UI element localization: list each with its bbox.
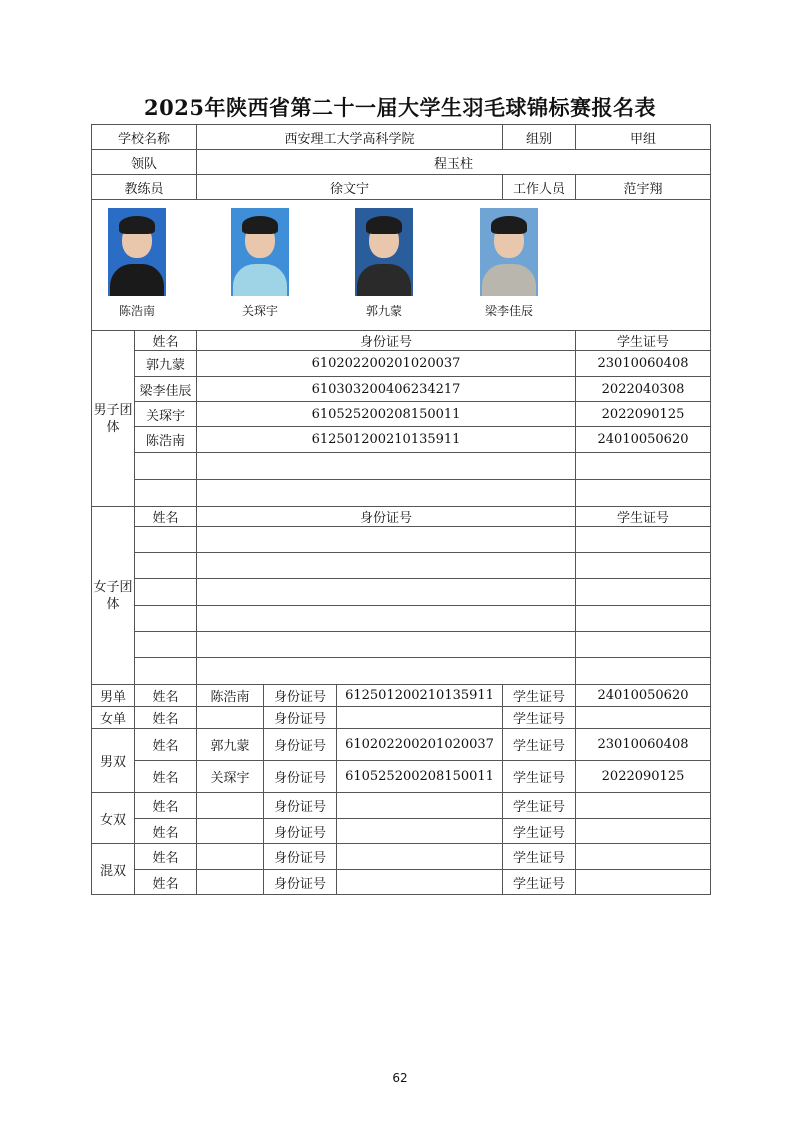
player-name xyxy=(135,553,197,579)
player-name xyxy=(135,527,197,553)
player-id xyxy=(197,527,576,553)
table-row xyxy=(92,527,711,553)
player-id: 610525200208150011 xyxy=(197,402,576,427)
mens-team-label: 男子团体 xyxy=(92,331,135,507)
player-student-id xyxy=(576,579,711,606)
player-student-id xyxy=(576,844,711,870)
table-row xyxy=(92,658,711,685)
womens-doubles-row xyxy=(92,819,711,844)
player-student-id: 24010050620 xyxy=(576,685,711,707)
player-student-id xyxy=(576,658,711,685)
player-id xyxy=(197,658,576,685)
player-student-id xyxy=(576,553,711,579)
player-name xyxy=(135,579,197,606)
table-row xyxy=(92,351,711,377)
player-name: 陈浩南 xyxy=(197,685,264,707)
player-id xyxy=(337,819,503,844)
mens-doubles-label: 男双 xyxy=(92,729,135,793)
name-label: 姓名 xyxy=(135,729,197,761)
table-row xyxy=(92,606,711,632)
table-row xyxy=(92,427,711,453)
school-row xyxy=(92,125,711,150)
player-photo-card xyxy=(464,208,554,319)
name-label: 姓名 xyxy=(135,844,197,870)
mixed-doubles-row xyxy=(92,870,711,895)
staff-label: 工作人员 xyxy=(503,175,576,200)
page-title: 2025年陕西省第二十一届大学生羽毛球锦标赛报名表 xyxy=(144,95,656,120)
table-row xyxy=(92,377,711,402)
player-student-id xyxy=(576,819,711,844)
column-id-header: 身份证号 xyxy=(197,331,576,351)
player-name: 郭九蒙 xyxy=(135,351,197,377)
player-student-id: 23010060408 xyxy=(576,351,711,377)
player-student-id xyxy=(576,480,711,507)
mens-doubles-row xyxy=(92,729,711,761)
player-id xyxy=(337,707,503,729)
id-label: 身份证号 xyxy=(264,793,337,819)
player-photo-name: 郭九蒙 xyxy=(365,304,402,318)
player-id: 610525200208150011 xyxy=(337,761,503,793)
student-id-label: 学生证号 xyxy=(503,870,576,895)
table-row xyxy=(92,579,711,606)
player-id xyxy=(197,480,576,507)
player-photo-card xyxy=(215,208,305,319)
student-id-label: 学生证号 xyxy=(503,707,576,729)
womens-team-label: 女子团体 xyxy=(92,507,135,685)
player-student-id: 2022090125 xyxy=(576,761,711,793)
table-row xyxy=(92,480,711,507)
name-label: 姓名 xyxy=(135,819,197,844)
player-id xyxy=(337,844,503,870)
photo-row xyxy=(92,200,711,331)
player-id xyxy=(197,453,576,480)
student-id-label: 学生证号 xyxy=(503,729,576,761)
player-student-id xyxy=(576,453,711,480)
photo-area xyxy=(92,200,711,331)
player-student-id xyxy=(576,632,711,658)
player-student-id: 2022090125 xyxy=(576,402,711,427)
id-label: 身份证号 xyxy=(264,729,337,761)
table-row xyxy=(92,453,711,480)
name-label: 姓名 xyxy=(135,685,197,707)
mixed-doubles-label: 混双 xyxy=(92,844,135,895)
player-student-id xyxy=(576,870,711,895)
student-id-label: 学生证号 xyxy=(503,819,576,844)
student-id-label: 学生证号 xyxy=(503,844,576,870)
player-student-id: 24010050620 xyxy=(576,427,711,453)
mens-team-header-row xyxy=(92,331,711,351)
player-id xyxy=(337,793,503,819)
name-label: 姓名 xyxy=(135,870,197,895)
player-photo xyxy=(480,208,538,296)
leader-value: 程玉柱 xyxy=(197,150,711,175)
player-id xyxy=(337,870,503,895)
player-id: 612501200210135911 xyxy=(197,427,576,453)
player-name xyxy=(197,707,264,729)
column-student-id-header: 学生证号 xyxy=(576,331,711,351)
player-name xyxy=(197,819,264,844)
player-name xyxy=(135,606,197,632)
name-label: 姓名 xyxy=(135,761,197,793)
womens-doubles-row xyxy=(92,793,711,819)
womens-team-header-row xyxy=(92,507,711,527)
player-name xyxy=(197,870,264,895)
name-label: 姓名 xyxy=(135,793,197,819)
player-student-id: 23010060408 xyxy=(576,729,711,761)
player-photo xyxy=(108,208,166,296)
page-number: 62 xyxy=(392,1071,408,1085)
womens-singles-label: 女单 xyxy=(92,707,135,729)
player-photo-name: 梁李佳辰 xyxy=(484,304,533,318)
player-photo-name: 关琛宇 xyxy=(241,304,278,318)
player-name xyxy=(197,844,264,870)
table-row xyxy=(92,402,711,427)
mens-singles-row xyxy=(92,685,711,707)
player-student-id xyxy=(576,707,711,729)
player-name xyxy=(197,793,264,819)
student-id-label: 学生证号 xyxy=(503,793,576,819)
staff-value: 范宇翔 xyxy=(576,175,711,200)
player-id xyxy=(197,553,576,579)
school-value: 西安理工大学高科学院 xyxy=(197,125,503,150)
id-label: 身份证号 xyxy=(264,707,337,729)
mixed-doubles-row xyxy=(92,844,711,870)
player-name: 郭九蒙 xyxy=(197,729,264,761)
player-id: 610303200406234217 xyxy=(197,377,576,402)
coach-row xyxy=(92,175,711,200)
player-photo-card xyxy=(92,208,182,319)
player-student-id xyxy=(576,527,711,553)
id-label: 身份证号 xyxy=(264,870,337,895)
player-id: 612501200210135911 xyxy=(337,685,503,707)
player-id xyxy=(197,579,576,606)
table-row xyxy=(92,553,711,579)
coach-label: 教练员 xyxy=(92,175,197,200)
id-label: 身份证号 xyxy=(264,685,337,707)
registration-table xyxy=(91,124,711,895)
student-id-label: 学生证号 xyxy=(503,761,576,793)
player-name: 梁李佳辰 xyxy=(135,377,197,402)
school-label: 学校名称 xyxy=(92,125,197,150)
player-student-id xyxy=(576,793,711,819)
column-id-header: 身份证号 xyxy=(197,507,576,527)
player-name xyxy=(135,480,197,507)
column-name-header: 姓名 xyxy=(135,331,197,351)
mens-doubles-row xyxy=(92,761,711,793)
name-label: 姓名 xyxy=(135,707,197,729)
player-id: 610202200201020037 xyxy=(337,729,503,761)
coach-value: 徐文宁 xyxy=(197,175,503,200)
leader-row xyxy=(92,150,711,175)
player-name xyxy=(135,453,197,480)
id-label: 身份证号 xyxy=(264,844,337,870)
player-student-id xyxy=(576,606,711,632)
player-name: 关琛宇 xyxy=(197,761,264,793)
player-photo-card xyxy=(339,208,429,319)
id-label: 身份证号 xyxy=(264,761,337,793)
player-photo-name: 陈浩南 xyxy=(118,304,155,318)
player-photo xyxy=(231,208,289,296)
player-id xyxy=(197,606,576,632)
student-id-label: 学生证号 xyxy=(503,685,576,707)
leader-label: 领队 xyxy=(92,150,197,175)
womens-doubles-label: 女双 xyxy=(92,793,135,844)
group-label: 组别 xyxy=(503,125,576,150)
group-value: 甲组 xyxy=(576,125,711,150)
womens-singles-row xyxy=(92,707,711,729)
player-name xyxy=(135,658,197,685)
player-name: 关琛宇 xyxy=(135,402,197,427)
player-photo xyxy=(355,208,413,296)
column-student-id-header: 学生证号 xyxy=(576,507,711,527)
mens-singles-label: 男单 xyxy=(92,685,135,707)
column-name-header: 姓名 xyxy=(135,507,197,527)
player-id: 610202200201020037 xyxy=(197,351,576,377)
table-row xyxy=(92,632,711,658)
player-id xyxy=(197,632,576,658)
id-label: 身份证号 xyxy=(264,819,337,844)
player-name xyxy=(135,632,197,658)
player-name: 陈浩南 xyxy=(135,427,197,453)
player-student-id: 2022040308 xyxy=(576,377,711,402)
